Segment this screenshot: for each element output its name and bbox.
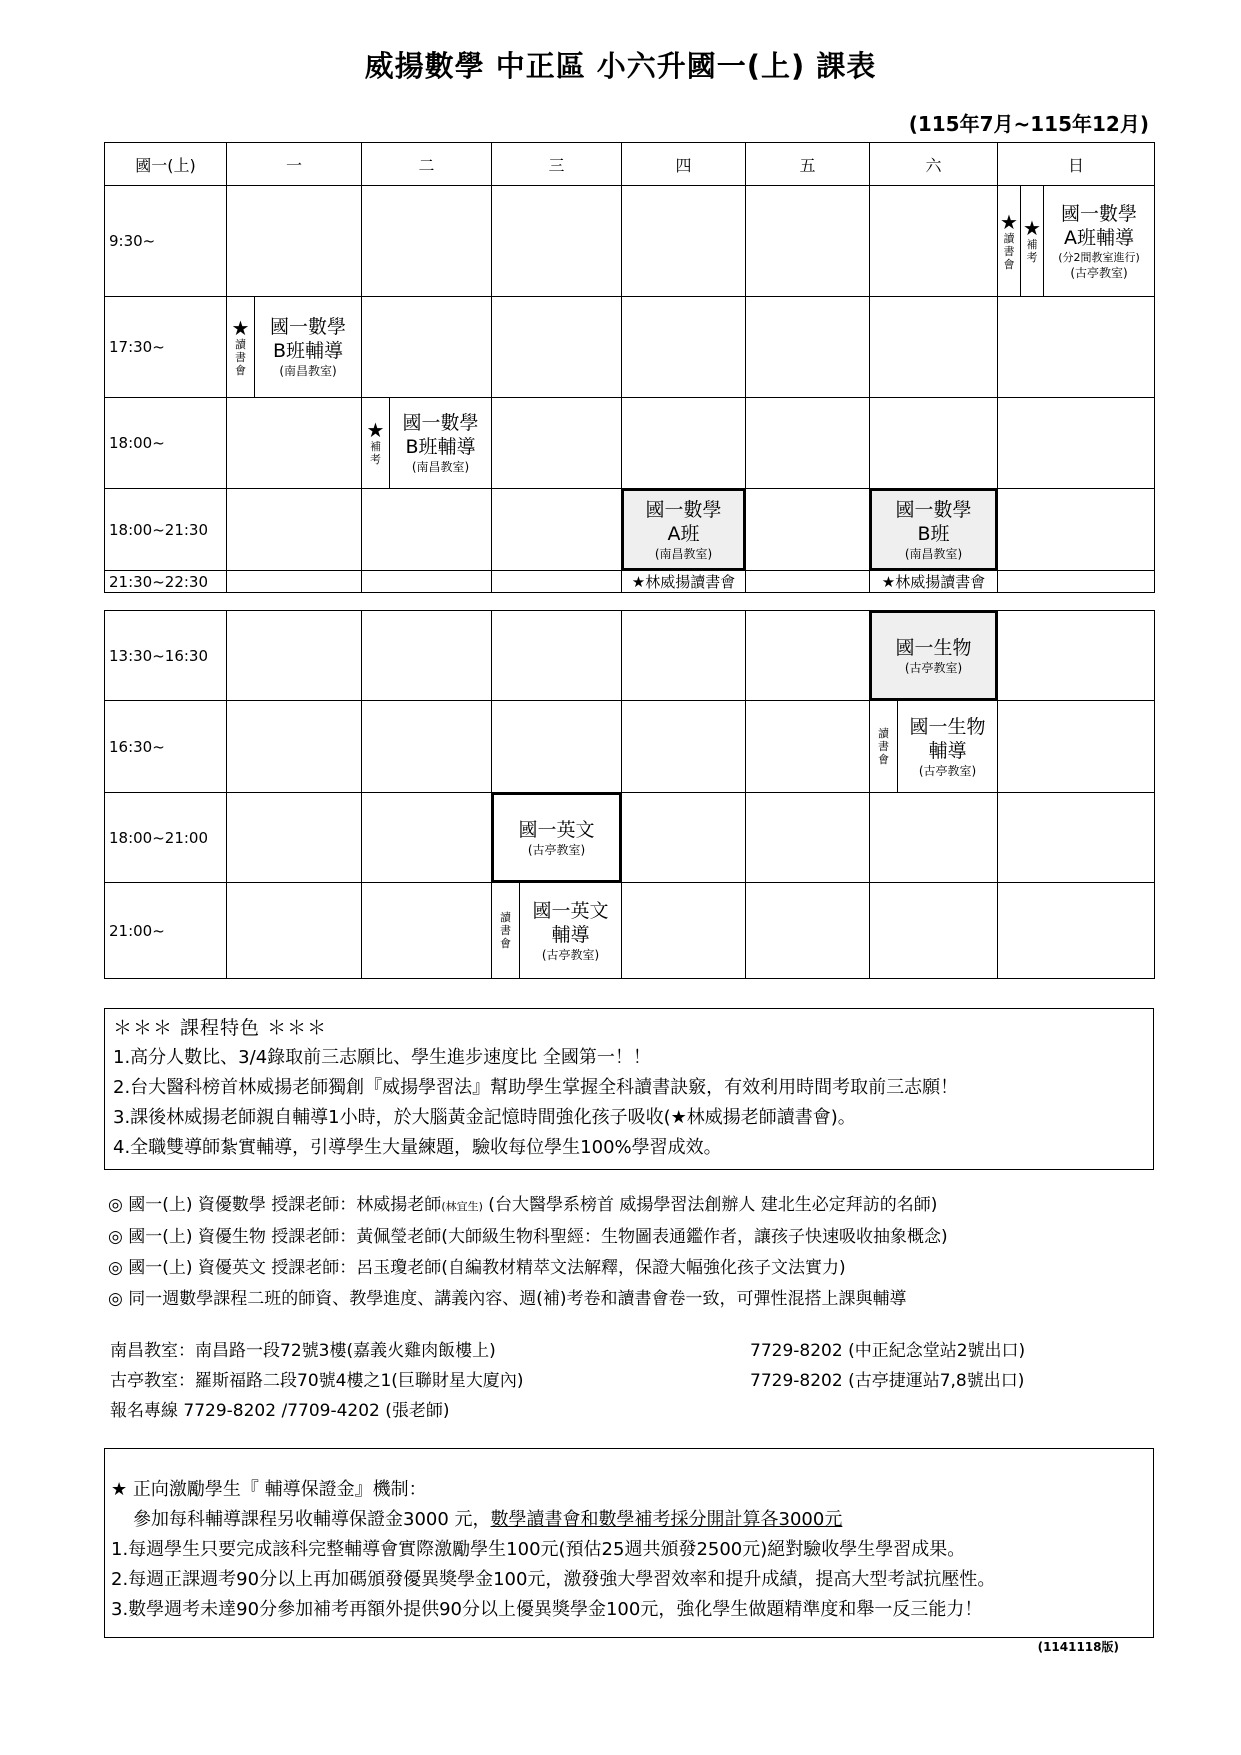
- course-sub: 輔導: [928, 739, 967, 762]
- phone-guting: 7729-8202 (古亭捷運站7,8號出口): [750, 1371, 1025, 1391]
- version-label: (1141118版): [1037, 1640, 1119, 1654]
- course-title: 國一生物: [909, 715, 986, 738]
- sat-bio-tutor: 讀 書 會 國一生物 輔導 (古亭教室): [870, 701, 998, 793]
- course-room: (古亭教室): [918, 763, 977, 778]
- course-room: (古亭教室): [904, 660, 963, 675]
- sat-lin-study: ★林威揚讀書會: [870, 571, 998, 593]
- teacher-math: ◎ 國一(上) 資優數學 授課老師：林威揚老師(林宜生) (台大醫學系榜首 威揚學習法創辦人 建北生必定拜訪的名師): [108, 1195, 938, 1215]
- address-nanchang: 南昌教室：南昌路一段72號3樓(嘉義火雞肉飯樓上) 7729-8202 (中正紀念堂站2號出口): [110, 1336, 1110, 1366]
- feature-item: 3.課後林威揚老師親自輔導1小時，於大腦黃金記憶時間強化孩子吸收(★林威揚老師讀書會)。: [113, 1107, 856, 1128]
- day-wed: 三: [492, 143, 622, 186]
- course-title: 國一數學: [895, 498, 972, 521]
- course-sub: B班輔導: [405, 436, 476, 458]
- time-label: 18:00~21:00: [105, 793, 227, 883]
- features-heading: ＊＊＊ 課程特色 ＊＊＊: [113, 1017, 328, 1039]
- course-room: (南昌教室): [654, 546, 713, 561]
- teacher-note: ◎ 同一週數學課程二班的師資、教學進度、講義內容、週(補)考卷和讀書會卷一致，可彈性混搭上課與輔導: [108, 1289, 907, 1309]
- course-title: 國一英文: [532, 899, 609, 922]
- thu-lin-study: ★林威揚讀書會: [622, 571, 746, 593]
- course-title: 國一數學: [402, 412, 479, 434]
- course-note: (分2間教室進行): [1058, 250, 1140, 264]
- schedule-period: (115年7月~115年12月): [908, 112, 1149, 136]
- course-sub: B班輔導: [272, 340, 344, 362]
- classroom-addresses: [110, 1336, 1110, 1426]
- course-room: (古亭教室): [527, 842, 586, 857]
- star-icon: ★: [1000, 209, 1018, 234]
- bonus-box: [104, 1448, 1154, 1638]
- course-title: 國一數學: [645, 498, 722, 521]
- feature-item: 2.台大醫科榜首林威揚老師獨創『威揚學習法』幫助學生掌握全科讀書訣竅，有效利用時間考取前三志願！: [113, 1077, 959, 1098]
- day-mon: 一: [227, 143, 362, 186]
- teacher-eng: ◎ 國一(上) 資優英文 授課老師：呂玉瓊老師(自編教材精萃文法解釋，保證大幅強化孩子文法實力): [108, 1258, 846, 1278]
- teachers-list: [108, 1190, 948, 1315]
- time-row: [105, 793, 1155, 883]
- day-sat: 六: [870, 143, 998, 186]
- day-header-row: [105, 143, 1155, 186]
- day-tue: 二: [362, 143, 492, 186]
- sat-bio: [870, 611, 998, 701]
- time-label: 16:30~: [105, 701, 227, 793]
- wed-eng: [492, 793, 622, 883]
- course-room: (南昌教室): [279, 364, 337, 378]
- time-row: [105, 297, 1155, 398]
- tue-math-b-tutor: ★ 補 考 國一數學 B班輔導 (南昌教室): [362, 398, 492, 489]
- time-label: 18:00~: [105, 398, 227, 489]
- time-label: 13:30~16:30: [105, 611, 227, 701]
- feature-item: 4.全職雙導師紮實輔導，引導學生大量練題，驗收每位學生100%學習成效。: [113, 1137, 722, 1158]
- phone-nanchang: 7729-8202 (中正紀念堂站2號出口): [750, 1341, 1026, 1361]
- course-features-box: [104, 1008, 1154, 1170]
- schedule-table-bottom: [104, 610, 1155, 979]
- time-row: [105, 398, 1155, 489]
- course-title: 國一英文: [518, 818, 595, 841]
- sun-math-a-tutor: ★ 讀 書 會 ★ 補 考 國一數學 A班輔導 (分2間教室進行) (古亭教室): [998, 186, 1155, 297]
- corner-label: 國一(上): [105, 143, 227, 186]
- course-sub: A班輔導: [1064, 226, 1134, 249]
- time-row: [105, 489, 1155, 571]
- time-row: [105, 571, 1155, 593]
- bonus-heading: ★ 正向激勵學生『 輔導保證金』機制：: [111, 1479, 427, 1500]
- course-sub: 輔導: [551, 923, 590, 946]
- star-icon: ★: [231, 315, 250, 340]
- sat-math-b: [870, 489, 998, 571]
- signup-hotline: 報名專線 7729-8202 /7709-4202 (張老師): [110, 1401, 450, 1421]
- course-title: 國一生物: [895, 636, 972, 659]
- star-icon: ★: [1023, 216, 1041, 240]
- time-row: [105, 611, 1155, 701]
- day-fri: 五: [746, 143, 870, 186]
- time-row: [105, 883, 1155, 979]
- course-title: 國一數學: [1060, 202, 1137, 225]
- time-label: 21:00~: [105, 883, 227, 979]
- page-title: 威揚數學 中正區 小六升國一(上) 課表: [364, 49, 877, 83]
- time-row: [105, 186, 1155, 297]
- star-icon: ★: [366, 418, 385, 442]
- time-label: 18:00~21:30: [105, 489, 227, 571]
- course-room: (古亭教室): [541, 947, 600, 962]
- course-room: (南昌教室): [411, 460, 470, 474]
- bonus-deposit: 參加每科輔導課程另收輔導保證金3000 元，數學讀書會和數學補考採分開計算各3000元: [133, 1509, 843, 1530]
- course-title: 國一數學: [269, 316, 346, 338]
- bonus-item: 3.數學週考未達90分參加補考再額外提供90分以上優異獎學金100元，強化學生做題精準度和舉一反三能力！: [111, 1599, 983, 1620]
- course-sub: B班: [917, 522, 950, 545]
- feature-item: 1.高分人數比、3/4錄取前三志願比、學生進步速度比 全國第一！！: [113, 1047, 651, 1068]
- course-room: (古亭教室): [1070, 265, 1128, 280]
- bonus-item: 1.每週學生只要完成該科完整輔導會實際激勵學生100元(預估25週共頒發2500元)絕對驗收學生學習成果。: [111, 1539, 966, 1560]
- day-thu: 四: [622, 143, 746, 186]
- time-label: 9:30~: [105, 186, 227, 297]
- course-room: (南昌教室): [904, 546, 963, 561]
- time-row: [105, 701, 1155, 793]
- bonus-item: 2.每週正課週考90分以上再加碼頒發優異獎學金100元，激發強大學習效率和提升成績，提高大型考試抗壓性。: [111, 1569, 996, 1590]
- day-sun: 日: [998, 143, 1155, 186]
- schedule-table-top: [104, 142, 1155, 593]
- address-guting: 古亭教室：羅斯福路二段70號4樓之1(巨聯財星大廈內) 7729-8202 (古亭捷運站7,8號出口): [110, 1366, 1110, 1396]
- wed-eng-tutor: 讀 書 會 國一英文 輔導 (古亭教室): [492, 883, 622, 979]
- thu-math-a: [622, 489, 746, 571]
- teacher-bio: ◎ 國一(上) 資優生物 授課老師：黃佩瑩老師(大師級生物科聖經：生物圖表通鑑作者，讓孩子快速吸收抽象概念): [108, 1227, 948, 1247]
- time-label: 17:30~: [105, 297, 227, 398]
- course-sub: A班: [667, 522, 700, 545]
- mon-math-b-tutor: ★ 讀 書 會 國一數學 B班輔導 (南昌教室): [227, 297, 362, 398]
- time-label: 21:30~22:30: [105, 571, 227, 593]
